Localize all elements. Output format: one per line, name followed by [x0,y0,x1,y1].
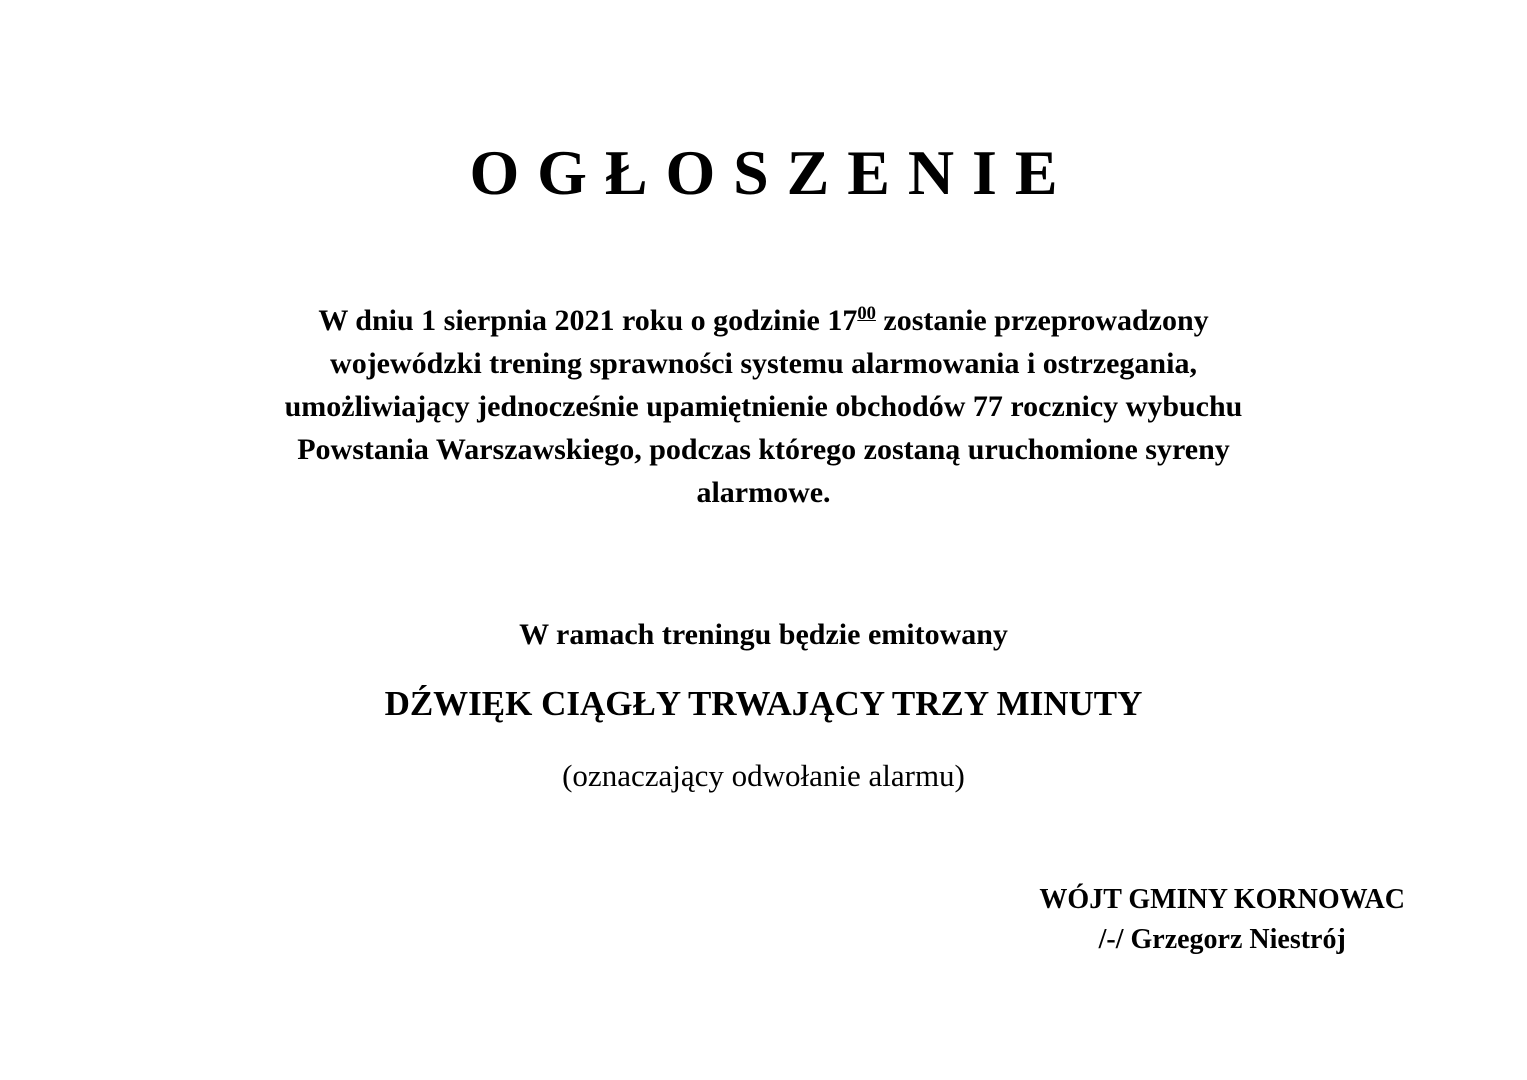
paragraph-line-1 [154,292,1374,342]
paragraph-line-1-post: zostanie przeprowadzony [875,304,1209,337]
signature-name: /-/ Grzegorz Niestrój [1098,924,1346,955]
signal-meaning-note: (oznaczający odwołanie alarmu) [562,758,965,793]
paragraph-line-2: wojewódzki trening sprawności systemu alarmowania i ostrzegania, [330,347,1197,380]
main-paragraph [154,292,1374,514]
signature-office-title: WÓJT GMINY KORNOWAC [1039,884,1405,915]
signature-block [1039,880,1405,960]
paragraph-line-4: Powstania Warszawskiego, podczas którego zostaną uruchomione syreny [297,433,1230,466]
time-superscript: 00 [857,303,876,324]
paragraph-line-3: umożliwiający jednocześnie upamiętnienie obchodów 77 rocznicy wybuchu [284,390,1243,423]
paragraph-line-1-pre: W dniu 1 sierpnia 2021 roku o godzinie 17 [318,304,858,337]
page-title: OGŁOSZENIE [469,137,1076,208]
signal-description-line: DŹWIĘK CIĄGŁY TRWAJĄCY TRZY MINUTY [384,684,1143,723]
training-intro-line: W ramach treningu będzie emitowany [519,618,1008,651]
paragraph-line-5: alarmowe. [696,476,831,509]
